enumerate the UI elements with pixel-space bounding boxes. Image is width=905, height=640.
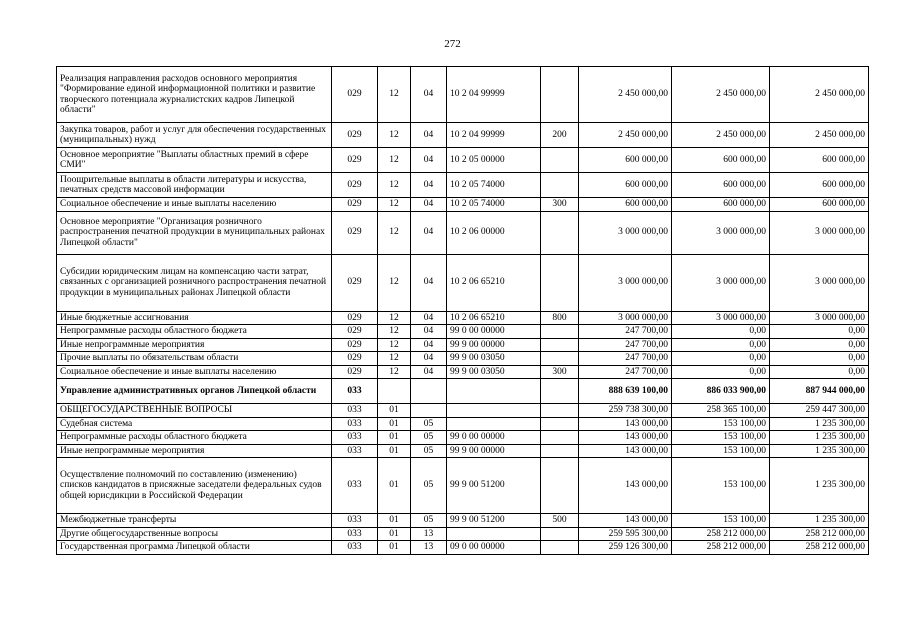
cell-expense-type	[541, 148, 579, 173]
cell-target-article: 10 2 05 74000	[447, 198, 541, 212]
cell-amount-year-3: 2 450 000,00	[770, 123, 869, 148]
cell-amount-year-2: 2 450 000,00	[672, 67, 770, 123]
cell-target-article	[447, 417, 541, 431]
cell-target-article: 99 9 00 00000	[447, 338, 541, 352]
cell-section-code: 01	[378, 431, 411, 445]
cell-expense-type	[541, 404, 579, 418]
cell-ved-code: 033	[332, 431, 378, 445]
cell-subsection-code: 04	[411, 198, 447, 212]
cell-amount-year-1: 888 639 100,00	[579, 379, 672, 404]
cell-expense-type	[541, 417, 579, 431]
cell-subsection-code: 04	[411, 67, 447, 123]
cell-expense-type	[541, 458, 579, 514]
cell-amount-year-2: 600 000,00	[672, 148, 770, 173]
cell-amount-year-3: 3 000 000,00	[770, 311, 869, 325]
cell-target-article	[447, 527, 541, 541]
cell-amount-year-2: 3 000 000,00	[672, 254, 770, 311]
cell-amount-year-1: 143 000,00	[579, 458, 672, 514]
table-row	[57, 338, 869, 352]
cell-amount-year-2: 600 000,00	[672, 198, 770, 212]
cell-name: Иные непрограммные мероприятия	[57, 338, 332, 352]
cell-name: Непрограммные расходы областного бюджета	[57, 325, 332, 339]
table-row	[57, 311, 869, 325]
cell-expense-type: 300	[541, 365, 579, 379]
cell-target-article: 99 9 00 00000	[447, 444, 541, 458]
cell-expense-type	[541, 541, 579, 555]
cell-ved-code: 029	[332, 198, 378, 212]
cell-ved-code: 033	[332, 541, 378, 555]
cell-ved-code: 029	[332, 123, 378, 148]
cell-target-article	[447, 404, 541, 418]
table-row	[57, 352, 869, 366]
cell-amount-year-2: 600 000,00	[672, 173, 770, 198]
cell-amount-year-2: 3 000 000,00	[672, 211, 770, 254]
cell-amount-year-2: 0,00	[672, 325, 770, 339]
cell-section-code: 01	[378, 444, 411, 458]
cell-name: Осуществление полномочий по составлению (изменению) списков кандидатов в присяжные заседатели федеральных судов общей юрисдикции в Российской Федерации	[57, 458, 332, 514]
cell-amount-year-1: 600 000,00	[579, 198, 672, 212]
cell-section-code: 01	[378, 404, 411, 418]
cell-amount-year-2: 2 450 000,00	[672, 123, 770, 148]
cell-target-article: 10 2 06 00000	[447, 211, 541, 254]
cell-section-code: 12	[378, 123, 411, 148]
cell-amount-year-2: 258 365 100,00	[672, 404, 770, 418]
cell-expense-type	[541, 67, 579, 123]
cell-subsection-code: 04	[411, 211, 447, 254]
cell-amount-year-1: 259 595 300,00	[579, 527, 672, 541]
cell-amount-year-1: 143 000,00	[579, 417, 672, 431]
cell-amount-year-2: 0,00	[672, 365, 770, 379]
cell-section-code: 12	[378, 311, 411, 325]
cell-name: Социальное обеспечение и иные выплаты населению	[57, 365, 332, 379]
table-row	[57, 541, 869, 555]
cell-ved-code: 033	[332, 404, 378, 418]
cell-ved-code: 033	[332, 514, 378, 528]
table-row	[57, 67, 869, 123]
cell-amount-year-1: 143 000,00	[579, 431, 672, 445]
cell-amount-year-1: 600 000,00	[579, 173, 672, 198]
cell-expense-type	[541, 338, 579, 352]
cell-target-article: 10 2 04 99999	[447, 67, 541, 123]
table-row	[57, 365, 869, 379]
cell-subsection-code: 04	[411, 352, 447, 366]
cell-subsection-code: 04	[411, 173, 447, 198]
cell-ved-code: 029	[332, 148, 378, 173]
cell-expense-type	[541, 431, 579, 445]
table-row	[57, 325, 869, 339]
table-row	[57, 254, 869, 311]
cell-name: Судебная система	[57, 417, 332, 431]
table-row	[57, 198, 869, 212]
cell-name: ОБЩЕГОСУДАРСТВЕННЫЕ ВОПРОСЫ	[57, 404, 332, 418]
cell-expense-type: 800	[541, 311, 579, 325]
cell-amount-year-3: 259 447 300,00	[770, 404, 869, 418]
cell-expense-type: 500	[541, 514, 579, 528]
cell-target-article: 10 2 05 00000	[447, 148, 541, 173]
cell-subsection-code: 05	[411, 431, 447, 445]
table-row	[57, 211, 869, 254]
budget-table-body	[57, 67, 869, 555]
cell-ved-code: 029	[332, 338, 378, 352]
cell-amount-year-3: 3 000 000,00	[770, 211, 869, 254]
cell-name: Закупка товаров, работ и услуг для обеспечения государственных (муниципальных) нужд	[57, 123, 332, 148]
cell-amount-year-3: 0,00	[770, 352, 869, 366]
cell-amount-year-2: 153 100,00	[672, 431, 770, 445]
cell-section-code: 01	[378, 527, 411, 541]
cell-amount-year-3: 3 000 000,00	[770, 254, 869, 311]
cell-ved-code: 029	[332, 67, 378, 123]
cell-amount-year-3: 2 450 000,00	[770, 67, 869, 123]
cell-amount-year-3: 0,00	[770, 338, 869, 352]
cell-amount-year-3: 1 235 300,00	[770, 417, 869, 431]
table-row	[57, 404, 869, 418]
cell-subsection-code: 05	[411, 417, 447, 431]
cell-amount-year-2: 0,00	[672, 352, 770, 366]
cell-section-code: 12	[378, 338, 411, 352]
cell-ved-code: 029	[332, 352, 378, 366]
cell-subsection-code	[411, 379, 447, 404]
cell-amount-year-1: 3 000 000,00	[579, 311, 672, 325]
cell-amount-year-3: 1 235 300,00	[770, 431, 869, 445]
cell-expense-type	[541, 444, 579, 458]
cell-amount-year-1: 247 700,00	[579, 365, 672, 379]
cell-subsection-code: 04	[411, 338, 447, 352]
cell-expense-type	[541, 352, 579, 366]
cell-amount-year-1: 247 700,00	[579, 352, 672, 366]
cell-amount-year-3: 887 944 000,00	[770, 379, 869, 404]
cell-subsection-code: 04	[411, 311, 447, 325]
cell-section-code: 12	[378, 211, 411, 254]
cell-amount-year-3: 1 235 300,00	[770, 514, 869, 528]
cell-amount-year-1: 247 700,00	[579, 338, 672, 352]
cell-section-code: 01	[378, 514, 411, 528]
cell-section-code: 12	[378, 352, 411, 366]
cell-expense-type: 200	[541, 123, 579, 148]
table-row	[57, 458, 869, 514]
cell-expense-type: 300	[541, 198, 579, 212]
cell-target-article: 10 2 05 74000	[447, 173, 541, 198]
table-row	[57, 379, 869, 404]
cell-amount-year-2: 258 212 000,00	[672, 541, 770, 555]
cell-name: Иные непрограммные мероприятия	[57, 444, 332, 458]
cell-expense-type	[541, 211, 579, 254]
cell-amount-year-2: 153 100,00	[672, 514, 770, 528]
cell-ved-code: 033	[332, 417, 378, 431]
cell-name: Прочие выплаты по обязательствам области	[57, 352, 332, 366]
cell-amount-year-2: 0,00	[672, 338, 770, 352]
cell-amount-year-3: 258 212 000,00	[770, 527, 869, 541]
cell-amount-year-3: 1 235 300,00	[770, 458, 869, 514]
cell-amount-year-1: 2 450 000,00	[579, 123, 672, 148]
cell-amount-year-2: 153 100,00	[672, 458, 770, 514]
cell-target-article: 10 2 04 99999	[447, 123, 541, 148]
cell-name: Основное мероприятие "Организация розничного распространения печатной продукции в муниципальных районах Липецкой области"	[57, 211, 332, 254]
cell-amount-year-3: 1 235 300,00	[770, 444, 869, 458]
cell-expense-type	[541, 527, 579, 541]
cell-target-article: 99 0 00 00000	[447, 325, 541, 339]
cell-name: Субсидии юридическим лицам на компенсацию части затрат, связанных с организацией розничного распространения печатной продукции в муниципальных районах Липецкой области	[57, 254, 332, 311]
cell-target-article: 10 2 06 65210	[447, 254, 541, 311]
cell-target-article: 99 9 00 03050	[447, 352, 541, 366]
cell-subsection-code: 05	[411, 514, 447, 528]
cell-name: Управление административных органов Липецкой области	[57, 379, 332, 404]
cell-ved-code: 033	[332, 527, 378, 541]
cell-subsection-code	[411, 404, 447, 418]
cell-target-article: 99 9 00 51200	[447, 458, 541, 514]
cell-target-article	[447, 379, 541, 404]
cell-amount-year-3: 0,00	[770, 325, 869, 339]
cell-section-code: 12	[378, 254, 411, 311]
cell-section-code: 12	[378, 67, 411, 123]
table-row	[57, 514, 869, 528]
cell-ved-code: 029	[332, 173, 378, 198]
cell-subsection-code: 04	[411, 365, 447, 379]
cell-section-code: 12	[378, 325, 411, 339]
cell-name: Поощрительные выплаты в области литературы и искусства, печатных средств массовой информации	[57, 173, 332, 198]
cell-expense-type	[541, 325, 579, 339]
cell-amount-year-3: 600 000,00	[770, 148, 869, 173]
cell-ved-code: 029	[332, 311, 378, 325]
cell-amount-year-2: 153 100,00	[672, 417, 770, 431]
cell-amount-year-3: 0,00	[770, 365, 869, 379]
cell-amount-year-1: 600 000,00	[579, 148, 672, 173]
cell-amount-year-1: 259 126 300,00	[579, 541, 672, 555]
cell-section-code: 12	[378, 198, 411, 212]
cell-target-article: 99 9 00 51200	[447, 514, 541, 528]
cell-amount-year-1: 3 000 000,00	[579, 254, 672, 311]
cell-ved-code: 033	[332, 444, 378, 458]
table-row	[57, 444, 869, 458]
cell-subsection-code: 13	[411, 527, 447, 541]
cell-section-code: 12	[378, 365, 411, 379]
cell-subsection-code: 04	[411, 325, 447, 339]
cell-subsection-code: 13	[411, 541, 447, 555]
cell-target-article: 10 2 06 65210	[447, 311, 541, 325]
cell-name: Иные бюджетные ассигнования	[57, 311, 332, 325]
cell-amount-year-1: 2 450 000,00	[579, 67, 672, 123]
cell-name: Государственная программа Липецкой области	[57, 541, 332, 555]
table-row	[57, 173, 869, 198]
page-number: 272	[444, 38, 461, 50]
cell-expense-type	[541, 173, 579, 198]
cell-subsection-code: 05	[411, 458, 447, 514]
cell-target-article: 09 0 00 00000	[447, 541, 541, 555]
budget-table	[56, 66, 869, 555]
cell-amount-year-3: 600 000,00	[770, 198, 869, 212]
cell-ved-code: 033	[332, 458, 378, 514]
cell-amount-year-2: 3 000 000,00	[672, 311, 770, 325]
cell-name: Социальное обеспечение и иные выплаты населению	[57, 198, 332, 212]
table-row	[57, 527, 869, 541]
table-row	[57, 431, 869, 445]
cell-ved-code: 029	[332, 325, 378, 339]
cell-amount-year-1: 259 738 300,00	[579, 404, 672, 418]
cell-section-code: 01	[378, 417, 411, 431]
cell-amount-year-3: 258 212 000,00	[770, 541, 869, 555]
cell-section-code: 01	[378, 541, 411, 555]
cell-amount-year-2: 886 033 900,00	[672, 379, 770, 404]
cell-name: Реализация направления расходов основного мероприятия "Формирование единой информационной политики и развитие творческого потенциала журналистских кадров Липецкой области"	[57, 67, 332, 123]
cell-ved-code: 029	[332, 254, 378, 311]
cell-name: Основное мероприятие "Выплаты областных премий в сфере СМИ"	[57, 148, 332, 173]
cell-amount-year-1: 3 000 000,00	[579, 211, 672, 254]
cell-amount-year-2: 258 212 000,00	[672, 527, 770, 541]
cell-amount-year-1: 143 000,00	[579, 514, 672, 528]
cell-section-code	[378, 379, 411, 404]
cell-section-code: 12	[378, 173, 411, 198]
cell-name: Межбюджетные трансферты	[57, 514, 332, 528]
cell-ved-code: 029	[332, 365, 378, 379]
cell-amount-year-1: 247 700,00	[579, 325, 672, 339]
cell-section-code: 12	[378, 148, 411, 173]
cell-expense-type	[541, 254, 579, 311]
cell-expense-type	[541, 379, 579, 404]
cell-subsection-code: 05	[411, 444, 447, 458]
cell-subsection-code: 04	[411, 148, 447, 173]
cell-name: Непрограммные расходы областного бюджета	[57, 431, 332, 445]
cell-section-code: 01	[378, 458, 411, 514]
cell-amount-year-1: 143 000,00	[579, 444, 672, 458]
cell-target-article: 99 0 00 00000	[447, 431, 541, 445]
cell-target-article: 99 9 00 03050	[447, 365, 541, 379]
table-row	[57, 148, 869, 173]
table-row	[57, 417, 869, 431]
cell-ved-code: 029	[332, 211, 378, 254]
cell-subsection-code: 04	[411, 254, 447, 311]
cell-subsection-code: 04	[411, 123, 447, 148]
cell-name: Другие общегосударственные вопросы	[57, 527, 332, 541]
cell-amount-year-3: 600 000,00	[770, 173, 869, 198]
cell-amount-year-2: 153 100,00	[672, 444, 770, 458]
cell-ved-code: 033	[332, 379, 378, 404]
table-row	[57, 123, 869, 148]
